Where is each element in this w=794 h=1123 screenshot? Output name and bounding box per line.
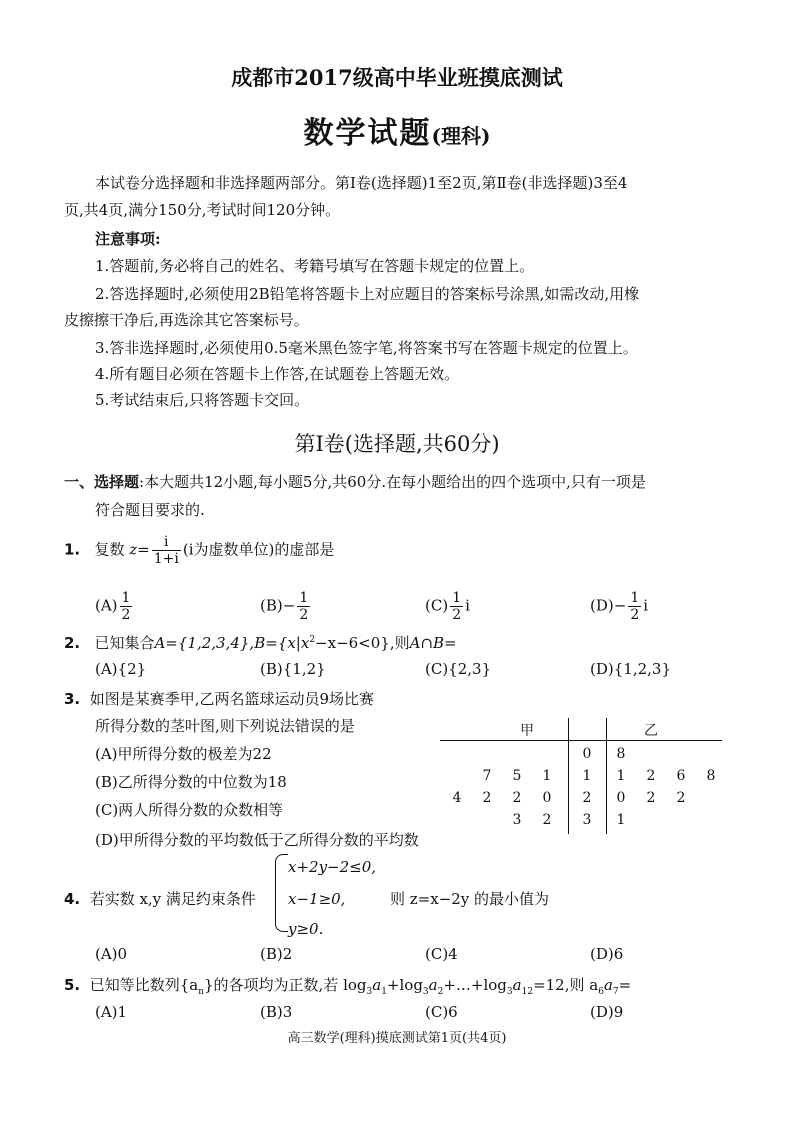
note-2a: 2.答选择题时,必须使用2B铅笔将答题卡上对应题目的答案标号涂黑,如需改动,用橡 bbox=[95, 285, 640, 303]
stem-header-yi: 乙 bbox=[644, 723, 658, 739]
q1-fraction: $\frac{i}{1+i}$ bbox=[153, 534, 179, 567]
leaf-right: 1 bbox=[616, 812, 626, 828]
stem-value: 2 bbox=[582, 790, 592, 806]
constraint-1: x+2y−2≤0, bbox=[288, 858, 377, 876]
leaf-left: 1 bbox=[542, 768, 552, 784]
leaf-left: 7 bbox=[482, 768, 492, 784]
leaf-left: 3 bbox=[512, 812, 522, 828]
question-4: 4. 若实数 x,y 满足约束条件 bbox=[64, 890, 256, 908]
section-instructions: 一、选择题:本大题共12小题,每小题5分,共60分.在每小题给出的四个选项中,只有一项是 bbox=[64, 473, 646, 491]
q1-option-d: (D)− $\frac{1}{2}$ i bbox=[590, 590, 649, 623]
leaf-right: 6 bbox=[676, 768, 686, 784]
leaf-left: 2 bbox=[512, 790, 522, 806]
q2-option-c: (C){2,3} bbox=[425, 660, 492, 678]
question-1: 1. 复数 z= $\frac{i}{1+i}$ (i为虚数单位)的虚部是 bbox=[64, 534, 335, 567]
q3-option-d: (D)甲所得分数的平均数低于乙所得分数的平均数 bbox=[95, 831, 419, 849]
leaf-right: 0 bbox=[616, 790, 626, 806]
q3-option-a: (A)甲所得分数的极差为22 bbox=[95, 745, 272, 763]
q1-option-b: (B)− $\frac{1}{2}$ bbox=[260, 590, 309, 623]
note-4: 4.所有题目必须在答题卡上作答,在试题卷上答题无效。 bbox=[95, 365, 460, 383]
leaf-right: 1 bbox=[616, 768, 626, 784]
question-2: 2. 已知集合$A=\{1,2,3,4\},B=\{x|x^2-x-6<0\}$,则A∩B= bbox=[64, 634, 457, 652]
q2-option-b: (B){1,2} bbox=[260, 660, 326, 678]
stem-header-jia: 甲 bbox=[520, 723, 534, 739]
leaf-right: 2 bbox=[646, 768, 656, 784]
intro-line-2: 页,共4页,满分150分,考试时间120分钟。 bbox=[64, 201, 341, 219]
header-rule bbox=[440, 740, 722, 741]
constraint-2: x−1≥0, bbox=[288, 890, 346, 908]
q2-option-a: (A){2} bbox=[95, 660, 147, 678]
section-title: 第Ⅰ卷(选择题,共60分) bbox=[294, 432, 500, 456]
leaf-left: 2 bbox=[482, 790, 492, 806]
stem-value: 1 bbox=[582, 768, 592, 784]
constraint-brace bbox=[275, 854, 288, 932]
note-5: 5.考试结束后,只将答题卡交回。 bbox=[95, 391, 310, 409]
notes-heading: 注意事项: bbox=[95, 230, 161, 248]
q4-option-a: (A)0 bbox=[95, 945, 128, 963]
question-4-tail: 则 z=x−2y 的最小值为 bbox=[390, 890, 550, 908]
stem-value: 0 bbox=[582, 746, 592, 762]
q5-option-d: (D)9 bbox=[590, 1003, 624, 1021]
leaf-right: 8 bbox=[706, 768, 716, 784]
q3-option-b: (B)乙所得分数的中位数为18 bbox=[95, 773, 287, 791]
subject-title: 数学试题(理科) bbox=[303, 116, 491, 151]
q5-option-b: (B)3 bbox=[260, 1003, 293, 1021]
q4-option-d: (D)6 bbox=[590, 945, 624, 963]
stem-divider-right bbox=[606, 718, 607, 834]
note-2b: 皮擦擦干净后,再选涂其它答案标号。 bbox=[64, 311, 309, 329]
leaf-left: 4 bbox=[452, 790, 462, 806]
leaf-right: 2 bbox=[646, 790, 656, 806]
leaf-left: 5 bbox=[512, 768, 522, 784]
stem-leaf-plot bbox=[440, 718, 722, 834]
note-3: 3.答非选择题时,必须使用0.5毫米黑色签字笔,将答案书写在答题卡规定的位置上。 bbox=[95, 339, 638, 357]
q3-option-c: (C)两人所得分数的众数相等 bbox=[95, 801, 284, 819]
question-3-line-2: 所得分数的茎叶图,则下列说法错误的是 bbox=[95, 717, 355, 735]
section-instructions-2: 符合题目要求的. bbox=[95, 501, 205, 519]
leaf-left: 0 bbox=[542, 790, 552, 806]
exam-title: 成都市2017级高中毕业班摸底测试 bbox=[231, 65, 563, 90]
page-footer: 高三数学(理科)摸底测试第1页(共4页) bbox=[287, 1031, 507, 1046]
question-5: 5. 已知等比数列$\{a_n\}$的各项均为正数,若 $\log_3a_1+\log_3a_2+\dots+\log_3a_{12}=12$,则 $a_6a_7=$ bbox=[64, 976, 632, 997]
question-3: 3. 如图是某赛季甲,乙两名篮球运动员9场比赛 bbox=[64, 690, 375, 708]
leaf-right: 8 bbox=[616, 746, 626, 762]
q2-option-d: (D){1,2,3} bbox=[590, 660, 671, 678]
note-1: 1.答题前,务必将自己的姓名、考籍号填写在答题卡规定的位置上。 bbox=[95, 257, 535, 275]
constraint-3: y≥0. bbox=[288, 920, 324, 938]
leaf-left: 2 bbox=[542, 812, 552, 828]
q4-option-b: (B)2 bbox=[260, 945, 293, 963]
stem-value: 3 bbox=[582, 812, 592, 828]
q1-option-c: (C) $\frac{1}{2}$ i bbox=[425, 590, 470, 623]
q5-option-a: (A)1 bbox=[95, 1003, 128, 1021]
stem-divider-left bbox=[568, 718, 569, 834]
q1-option-a: (A) $\frac{1}{2}$ bbox=[95, 590, 131, 623]
q5-option-c: (C)6 bbox=[425, 1003, 458, 1021]
leaf-right: 2 bbox=[676, 790, 686, 806]
intro-line-1: 本试卷分选择题和非选择题两部分。第Ⅰ卷(选择题)1至2页,第Ⅱ卷(非选择题)3至4 bbox=[95, 174, 628, 192]
q4-option-c: (C)4 bbox=[425, 945, 458, 963]
